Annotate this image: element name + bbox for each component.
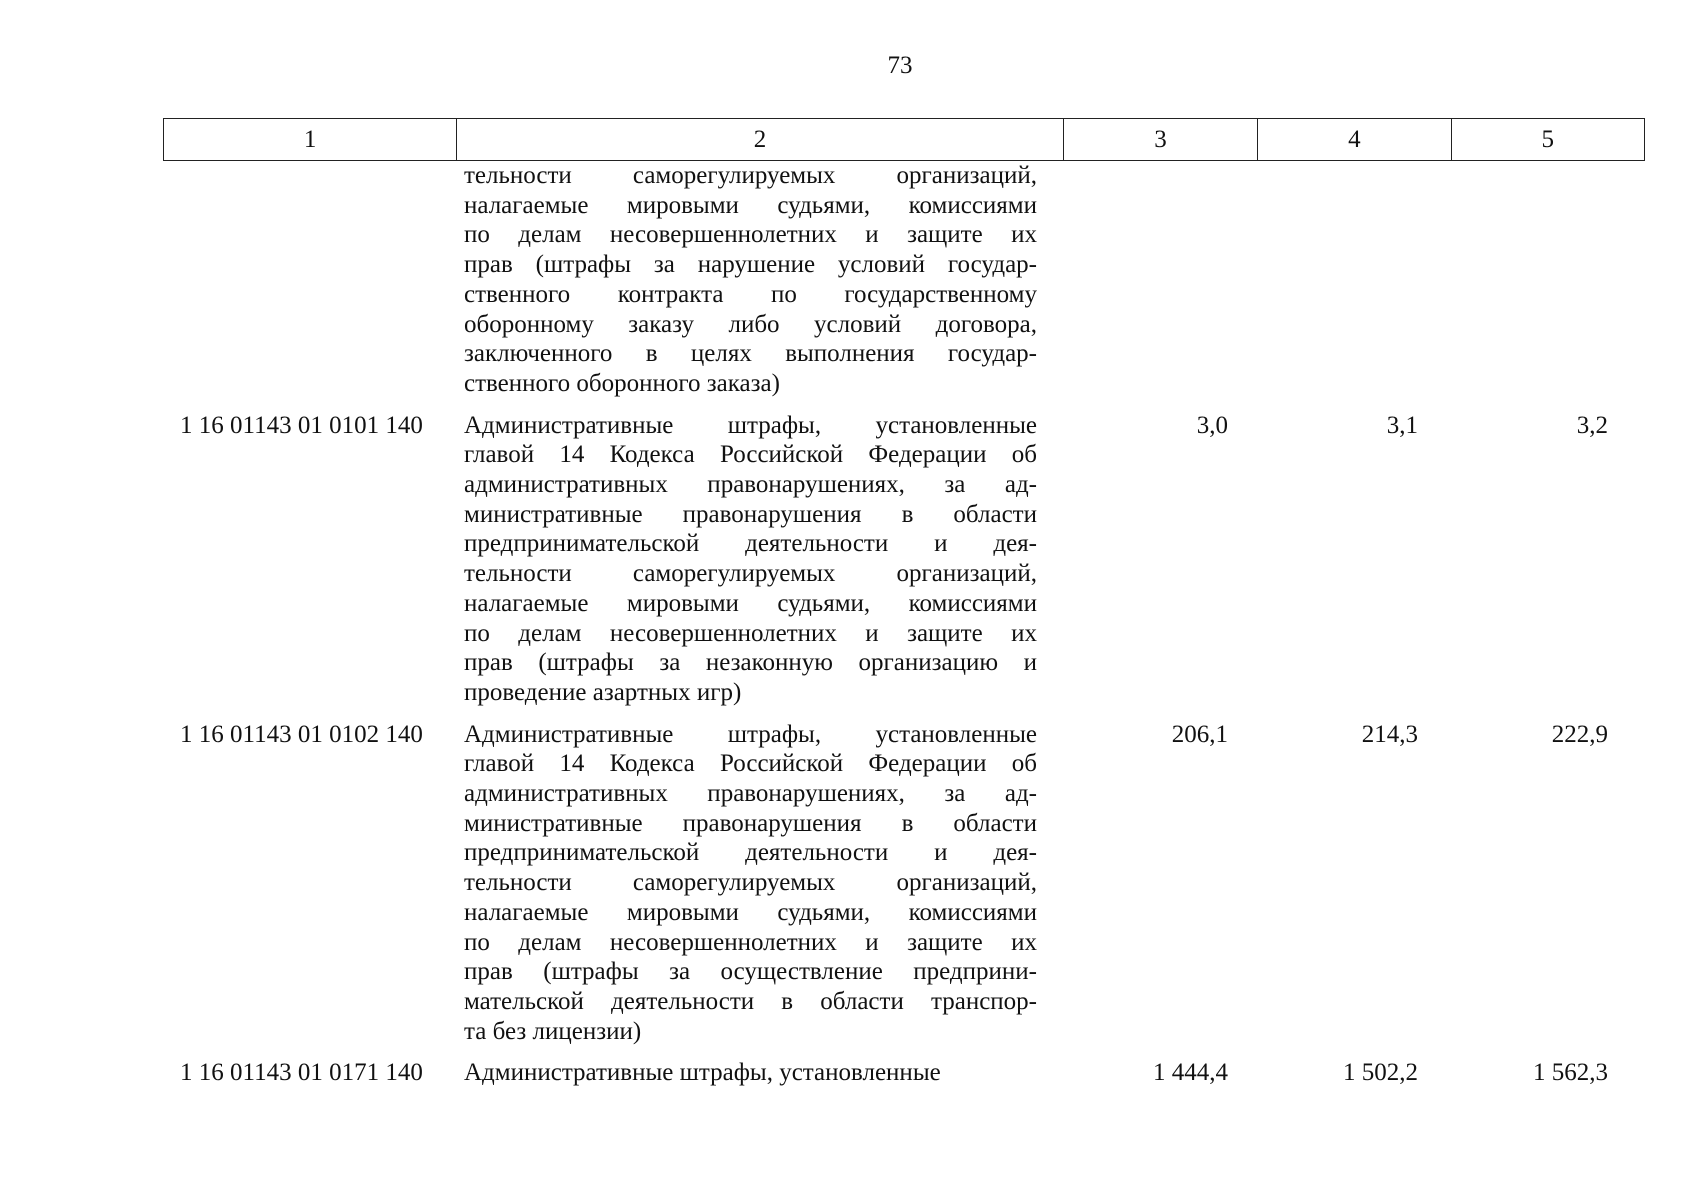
value-column-4: 3,1 <box>1386 411 1418 439</box>
revenue-code: 1 16 01143 01 0102 140 <box>180 720 423 748</box>
revenue-code: 1 16 01143 01 0171 140 <box>180 1059 423 1087</box>
description-line: та без лицензии) <box>464 1017 642 1045</box>
value-column-5: 3,2 <box>1576 411 1608 439</box>
column-header-3: 3 <box>1063 119 1257 161</box>
revenue-description <box>451 411 1047 708</box>
description-line: административных правонарушениях, за ад- <box>464 780 1037 808</box>
description-line: налагаемые мировыми судьями, комиссиями <box>464 191 1037 219</box>
description-line: Административные штрафы, установленные <box>464 720 1037 748</box>
description-line: главой 14 Кодекса Российской Федерации об <box>464 750 1037 778</box>
value-column-3: 206,1 <box>1171 720 1228 748</box>
column-header-2: 2 <box>457 119 1064 161</box>
value-column-4: 1 502,2 <box>1343 1059 1418 1087</box>
description-line: прав (штрафы за нарушение условий государ- <box>464 251 1037 279</box>
value-column-3: 3,0 <box>1196 411 1228 439</box>
column-header-4: 4 <box>1258 119 1451 161</box>
column-header-5: 5 <box>1451 119 1644 161</box>
description-line: министративные правонарушения в области <box>464 809 1037 837</box>
revenue-description <box>451 161 1047 399</box>
description-line: по делам несовершеннолетних и защите их <box>464 928 1037 956</box>
column-header-table <box>163 118 1645 161</box>
description-line: Административные штрафы, установленные <box>464 1059 941 1087</box>
revenue-description <box>451 1058 1047 1088</box>
table-row <box>163 720 1645 1047</box>
description-line: Административные штрафы, установленные <box>464 411 1037 439</box>
description-line: проведение азартных игр) <box>464 678 742 706</box>
description-line: оборонному заказу либо условий договора, <box>464 310 1037 338</box>
description-line: ственного оборонного заказа) <box>464 369 780 397</box>
description-line: по делам несовершеннолетних и защите их <box>464 619 1037 647</box>
value-column-5: 1 562,3 <box>1533 1059 1608 1087</box>
description-line: тельности саморегулируемых организаций, <box>464 869 1037 897</box>
table-row <box>163 161 1645 399</box>
description-line: по делам несовершеннолетних и защите их <box>464 221 1037 249</box>
value-column-5: 222,9 <box>1551 720 1608 748</box>
table-row <box>163 411 1645 708</box>
description-line: предпринимательской деятельности и дея- <box>464 839 1037 867</box>
revenue-description <box>451 720 1047 1047</box>
revenue-code: 1 16 01143 01 0101 140 <box>180 411 423 439</box>
description-line: прав (штрафы за незаконную организацию и <box>464 649 1037 677</box>
description-line: налагаемые мировыми судьями, комиссиями <box>464 589 1037 617</box>
description-line: прав (штрафы за осуществление предприни- <box>464 958 1037 986</box>
column-header-row <box>164 119 1645 161</box>
description-line: министративные правонарушения в области <box>464 500 1037 528</box>
description-line: тельности саморегулируемых организаций, <box>464 162 1037 189</box>
description-line: ственного контракта по государственному <box>464 280 1037 308</box>
description-line: предпринимательской деятельности и дея- <box>464 530 1037 558</box>
description-line: налагаемые мировыми судьями, комиссиями <box>464 898 1037 926</box>
description-line: заключенного в целях выполнения государ- <box>464 340 1037 368</box>
value-column-3: 1 444,4 <box>1153 1059 1228 1087</box>
value-column-4: 214,3 <box>1361 720 1418 748</box>
description-line: административных правонарушениях, за ад- <box>464 471 1037 499</box>
description-line: мательской деятельности в области транспор- <box>464 987 1037 1015</box>
table-body <box>163 161 1645 1100</box>
table-row <box>163 1058 1645 1088</box>
column-header-1: 1 <box>164 119 457 161</box>
page-number: 73 <box>887 52 913 79</box>
description-line: главой 14 Кодекса Российской Федерации об <box>464 441 1037 469</box>
description-line: тельности саморегулируемых организаций, <box>464 560 1037 588</box>
